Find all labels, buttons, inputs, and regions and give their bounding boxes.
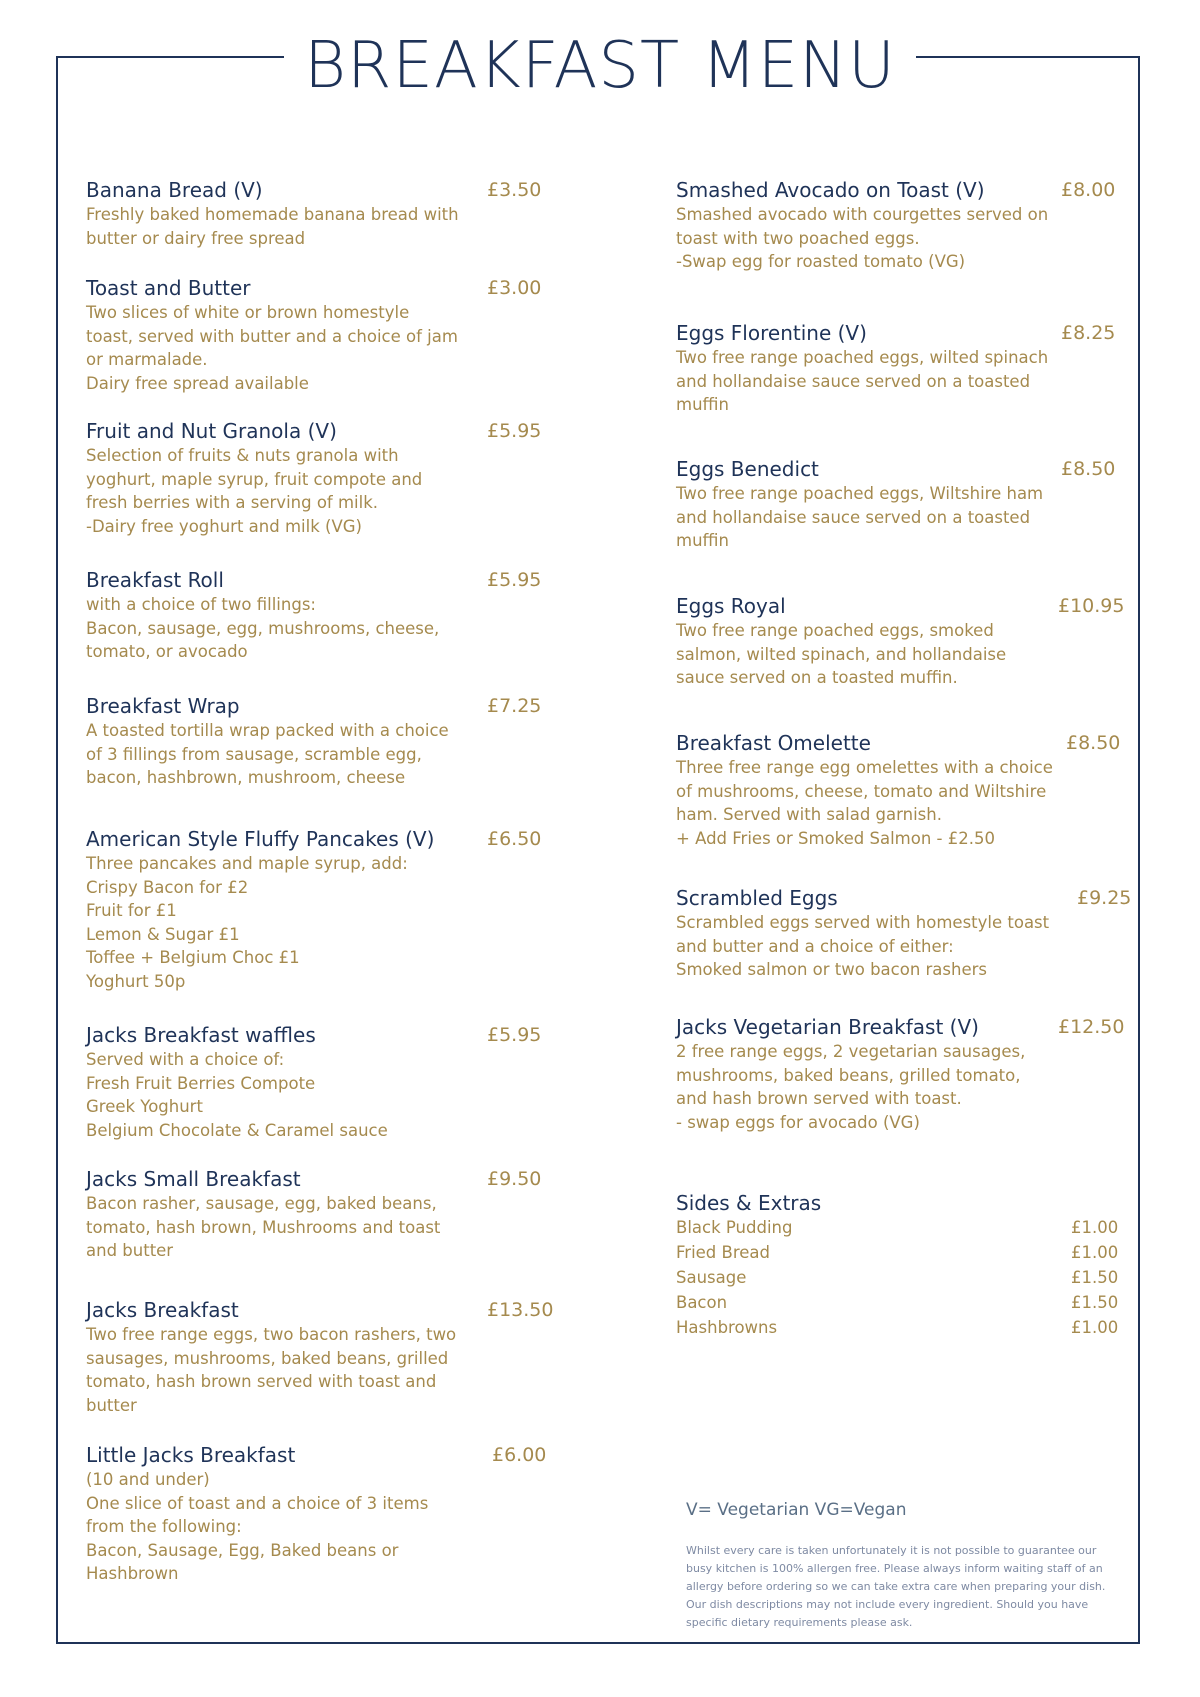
item-name: Breakfast Roll [86, 568, 224, 592]
side-name: Black Pudding [676, 1218, 793, 1237]
side-price: £1.50 [1071, 1268, 1119, 1287]
side-name: Fried Bread [676, 1243, 771, 1262]
item-description: Smashed avocado with courgettes served on toast with two poached eggs. -Swap egg for roasted tomato (VG) [676, 205, 1049, 271]
menu-item [86, 275, 458, 395]
item-description: Served with a choice of: Fresh Fruit Berries Compote Greek Yoghurt Belgium Chocolate & Caramel sauce [86, 1050, 388, 1140]
item-name: Breakfast Omelette [676, 731, 871, 755]
menu-item [86, 693, 449, 790]
item-price: £3.00 [487, 277, 542, 299]
menu-item [86, 1297, 456, 1417]
item-description: Two free range poached eggs, wilted spinach and hollandaise sauce served on a toasted muffin [676, 348, 1049, 414]
item-price: £5.95 [487, 1024, 542, 1046]
item-name: Jacks Breakfast [86, 1298, 239, 1322]
item-name: Scrambled Eggs [676, 886, 838, 910]
item-name: Eggs Royal [676, 594, 786, 618]
item-price: £10.95 [1058, 595, 1125, 617]
menu-item [86, 177, 459, 250]
item-name: Fruit and Nut Granola (V) [86, 419, 337, 443]
item-description: A toasted tortilla wrap packed with a choice of 3 fillings from sausage, scramble egg, bacon, hashbrown, mushroom, cheese [86, 721, 449, 787]
menu-item [676, 730, 1053, 850]
menu-item [86, 567, 439, 664]
item-description: Three free range egg omelettes with a choice of mushrooms, cheese, tomato and Wiltshire ham. Served with salad garnish. + Add Fries or Smoked Salmon - £2.50 [676, 758, 1053, 848]
item-description: Scrambled eggs served with homestyle toast and butter and a choice of either: Smoked salmon or two bacon rashers [676, 913, 1050, 979]
item-description: (10 and under) One slice of toast and a choice of 3 items from the following: Bacon, Sausage, Egg, Baked beans or Hashbrown [86, 1470, 429, 1583]
side-name: Bacon [676, 1293, 728, 1312]
item-description: Three pancakes and maple syrup, add: Crispy Bacon for £2 Fruit for £1 Lemon & Sugar £1 Toffee + Belgium Choc £1 Yoghurt 50p [86, 854, 408, 991]
item-price: £8.50 [1061, 458, 1116, 480]
menu-item [86, 1022, 388, 1142]
diet-legend: V= Vegetarian VG=Vegan [686, 1500, 907, 1520]
side-price: £1.00 [1071, 1243, 1119, 1262]
side-price: £1.00 [1071, 1318, 1119, 1337]
item-description: Bacon rasher, sausage, egg, baked beans, tomato, hash brown, Mushrooms and toast and butter [86, 1194, 441, 1260]
item-description: Two free range poached eggs, smoked salmon, wilted spinach, and hollandaise sauce served on a toasted muffin. [676, 621, 1007, 687]
side-name: Hashbrowns [676, 1318, 778, 1337]
item-price: £9.50 [487, 1168, 542, 1190]
item-price: £8.50 [1066, 732, 1121, 754]
title-container [0, 30, 1200, 102]
item-name: Eggs Florentine (V) [676, 321, 867, 345]
item-price: £9.25 [1077, 887, 1132, 909]
item-price: £3.50 [487, 179, 542, 201]
item-description: Two slices of white or brown homestyle toast, served with butter and a choice of jam or marmalade. Dairy free spread available [86, 303, 458, 393]
item-price: £8.00 [1061, 179, 1116, 201]
item-description: 2 free range eggs, 2 vegetarian sausages, mushrooms, baked beans, grilled tomato, and hash brown served with toast. - swap eggs for avocado (VG) [676, 1042, 1026, 1132]
menu-item [86, 1166, 440, 1263]
menu-item [676, 456, 1043, 553]
item-name: Breakfast Wrap [86, 694, 240, 718]
side-price: £1.00 [1071, 1218, 1119, 1237]
item-name: Jacks Small Breakfast [86, 1167, 301, 1191]
item-description: Two free range poached eggs, Wiltshire ham and hollandaise sauce served on a toasted muffin [676, 484, 1044, 550]
menu-item [86, 826, 434, 993]
item-name: American Style Fluffy Pancakes (V) [86, 827, 435, 851]
allergen-disclaimer: Whilst every care is taken unfortunately it is not possible to guarantee our busy kitchen is 100% allergen free. Please always inform waiting staff of an allergy before ordering so we can take extra care when preparing your dish. Our dish descriptions may not include every ingredient. Should you have specific dietary requirements please ask. [686, 1544, 1106, 1629]
item-price: £7.25 [487, 695, 542, 717]
menu-item [676, 320, 1048, 417]
menu-item [676, 885, 1049, 982]
menu-item [676, 1014, 1025, 1134]
menu-title: BREAKFAST MENU [284, 30, 916, 102]
item-name: Banana Bread (V) [86, 178, 263, 202]
item-price: £12.50 [1058, 1016, 1125, 1038]
item-description: Two free range eggs, two bacon rashers, two sausages, mushrooms, baked beans, grilled tomato, hash brown served with toast and butter [86, 1325, 457, 1415]
side-name: Sausage [676, 1268, 747, 1287]
item-name: Jacks Breakfast waffles [86, 1023, 316, 1047]
item-description: Selection of fruits & nuts granola with yoghurt, maple syrup, fruit compote and fresh berries with a serving of milk. -Dairy free yoghurt and milk (VG) [86, 446, 423, 536]
item-price: £5.95 [487, 420, 542, 442]
side-price: £1.50 [1071, 1293, 1119, 1312]
menu-item [86, 418, 422, 538]
item-price: £6.00 [492, 1444, 547, 1466]
menu-item [676, 593, 1006, 690]
item-price: £13.50 [487, 1299, 554, 1321]
item-description: with a choice of two fillings: Bacon, sausage, egg, mushrooms, cheese, tomato, or avocado [86, 595, 440, 661]
item-price: £6.50 [487, 828, 542, 850]
item-name: Eggs Benedict [676, 457, 819, 481]
menu-item [676, 177, 1048, 274]
menu-item [86, 1442, 428, 1586]
item-price: £8.25 [1061, 322, 1116, 344]
sides-title: Sides & Extras [676, 1191, 822, 1215]
item-name: Toast and Butter [86, 276, 251, 300]
item-name: Little Jacks Breakfast [86, 1443, 296, 1467]
item-name: Smashed Avocado on Toast (V) [676, 178, 985, 202]
item-name: Jacks Vegetarian Breakfast (V) [676, 1015, 979, 1039]
item-description: Freshly baked homemade banana bread with butter or dairy free spread [86, 205, 459, 248]
item-price: £5.95 [487, 569, 542, 591]
